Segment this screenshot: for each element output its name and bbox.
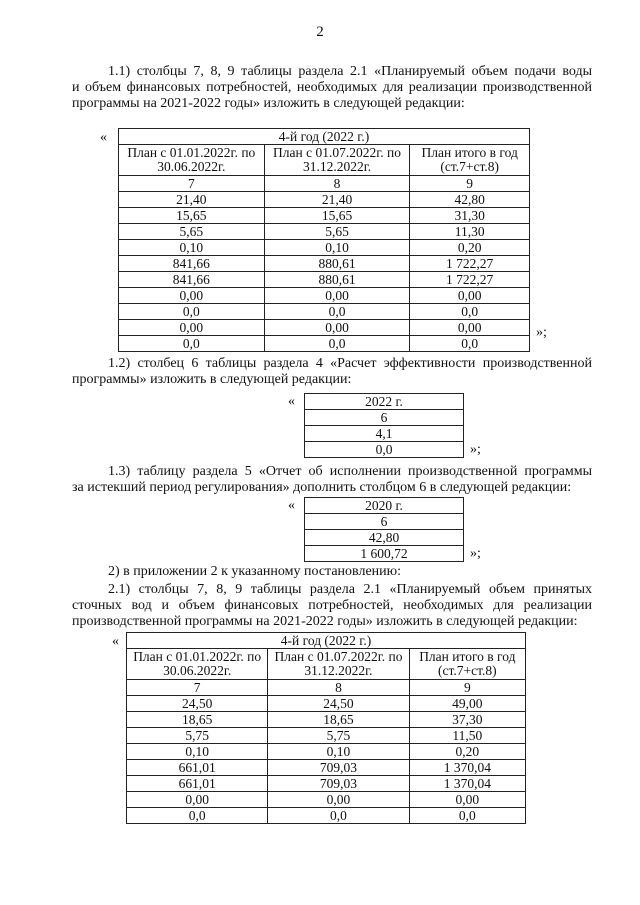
table-row [305,426,464,442]
table-header-row [119,145,530,176]
table-header-row [127,649,526,680]
open-quote: « [288,394,295,409]
table-cell: 841,66 [119,272,265,288]
table-title: 4-й год (2022 г.) [119,129,530,145]
table-row [305,546,464,562]
column-number: 9 [410,176,530,192]
table-row [127,760,526,776]
table-row [127,792,526,808]
water-supply-table [118,128,530,352]
text-line: 2) в приложении 2 к указанному постановлению: [108,564,402,579]
table-row [127,696,526,712]
column-number: 7 [119,176,265,192]
text-line: 1.3) таблицу раздела 5 «Отчет об исполнении производственной программы [108,464,592,479]
column-number: 7 [127,680,268,696]
close-quote: »; [470,442,481,457]
table-cell: 42,80 [305,530,464,546]
table-row [119,240,530,256]
table-cell: 0,0 [119,336,265,352]
paragraph-1-3 [72,464,592,496]
table-cell: 0,00 [410,320,530,336]
table-cell: 841,66 [119,256,265,272]
table-row [119,320,530,336]
table-cell: 18,65 [127,712,268,728]
table-row [119,256,530,272]
table-cell: 709,03 [268,760,409,776]
column-header: План итого в год (ст.7+ст.8) [410,145,530,176]
table-cell: 0,0 [409,808,525,824]
table-cell: 0,0 [127,808,268,824]
table-cell: 0,00 [119,320,265,336]
paragraph-1-1 [72,64,592,112]
table-row [127,808,526,824]
text-line: за истекший период регулирования» дополнить столбцом 6 в следующей редакции: [72,480,572,495]
table-row [305,442,464,458]
table-cell: 5,65 [264,224,410,240]
close-quote: »; [470,546,481,561]
column-number-row [127,680,526,696]
open-quote: « [288,498,295,513]
column-number: 8 [264,176,410,192]
text-line: 2.1) столбцы 7, 8, 9 таблицы раздела 2.1 «Планируемый объем принятых [108,582,592,597]
table-cell: 0,0 [119,304,265,320]
table-cell: 661,01 [127,760,268,776]
table-cell: 4,1 [305,426,464,442]
table-cell: 6 [305,514,464,530]
column-number-row [119,176,530,192]
column-header: План с 01.07.2022г. по 31.12.2022г. [264,145,410,176]
column-header: План итого в год (ст.7+ст.8) [409,649,525,680]
table-row [119,288,530,304]
table-cell: 0,00 [268,792,409,808]
table-cell: 0,10 [119,240,265,256]
paragraph-2-1 [72,582,592,630]
table-cell: 24,50 [268,696,409,712]
table-row [305,498,464,514]
table-row [119,192,530,208]
table-cell: 0,0 [410,336,530,352]
table-cell: 31,30 [410,208,530,224]
table-row [119,304,530,320]
table-row [119,272,530,288]
text-line: сточных вод и объем финансовых потребностей, необходимых для реализации [72,598,592,613]
table-cell: 1 722,27 [410,256,530,272]
table-cell: 2020 г. [305,498,464,514]
table-cell: 0,00 [119,288,265,304]
table-cell: 37,30 [409,712,525,728]
table-cell: 709,03 [268,776,409,792]
table-cell: 18,65 [268,712,409,728]
table-row [119,224,530,240]
table-row [119,336,530,352]
table-cell: 1 600,72 [305,546,464,562]
table-cell: 0,0 [410,304,530,320]
table-cell: 0,0 [268,808,409,824]
table-row [127,728,526,744]
table-cell: 21,40 [119,192,265,208]
table-cell: 49,00 [409,696,525,712]
table-cell: 0,10 [264,240,410,256]
table-header-row [127,633,526,649]
text-line: 1.2) столбец 6 таблицы раздела 4 «Расчет эффективности производственной [108,356,592,371]
table-row [305,530,464,546]
paragraph-2 [72,564,592,580]
wastewater-table [126,632,526,824]
table-cell: 1 370,04 [409,760,525,776]
table-cell: 15,65 [119,208,265,224]
table-row [305,514,464,530]
table-cell: 0,0 [305,442,464,458]
table-cell: 42,80 [410,192,530,208]
column-header: План с 01.07.2022г. по 31.12.2022г. [268,649,409,680]
table-cell: 1 370,04 [409,776,525,792]
table-row [127,712,526,728]
table-cell: 661,01 [127,776,268,792]
table-cell: 11,30 [410,224,530,240]
table-cell: 0,00 [409,792,525,808]
table-cell: 0,00 [410,288,530,304]
table-cell: 0,00 [127,792,268,808]
table-cell: 6 [305,410,464,426]
table-cell: 21,40 [264,192,410,208]
close-quote: »; [536,325,547,340]
open-quote: « [112,634,119,649]
table-cell: 0,10 [127,744,268,760]
table-cell: 0,20 [410,240,530,256]
table-cell: 0,00 [264,288,410,304]
paragraph-1-2 [72,356,592,388]
efficiency-table [304,393,464,458]
report-table [304,497,464,562]
table-cell: 0,10 [268,744,409,760]
column-number: 8 [268,680,409,696]
table-cell: 0,0 [264,336,410,352]
table-cell: 1 722,27 [410,272,530,288]
table-cell: 0,20 [409,744,525,760]
table-row [119,208,530,224]
text-line: и объем финансовых потребностей, необходимых для реализации производственной [72,80,592,95]
table-row [127,776,526,792]
page-number: 2 [316,24,324,40]
table-cell: 24,50 [127,696,268,712]
table-cell: 15,65 [264,208,410,224]
table-row [305,394,464,410]
table-cell: 0,0 [264,304,410,320]
table-cell: 5,75 [127,728,268,744]
table-cell: 880,61 [264,256,410,272]
column-header: План с 01.01.2022г. по 30.06.2022г. [119,145,265,176]
table-cell: 880,61 [264,272,410,288]
text-line: программы на 2021-2022 годы» изложить в следующей редакции: [72,96,465,111]
column-number: 9 [409,680,525,696]
table-cell: 11,50 [409,728,525,744]
table-title: 4-й год (2022 г.) [127,633,526,649]
table-row [127,744,526,760]
table-row [305,410,464,426]
text-line: 1.1) столбцы 7, 8, 9 таблицы раздела 2.1 «Планируемый объем подачи воды [108,64,592,79]
open-quote: « [100,130,107,145]
text-line: производственной программы на 2021-2022 годы» изложить в следующей редакции: [72,614,578,629]
table-cell: 5,75 [268,728,409,744]
table-header-row [119,129,530,145]
table-cell: 2022 г. [305,394,464,410]
table-cell: 0,00 [264,320,410,336]
column-header: План с 01.01.2022г. по 30.06.2022г. [127,649,268,680]
table-cell: 5,65 [119,224,265,240]
text-line: программы» изложить в следующей редакции: [72,372,352,387]
